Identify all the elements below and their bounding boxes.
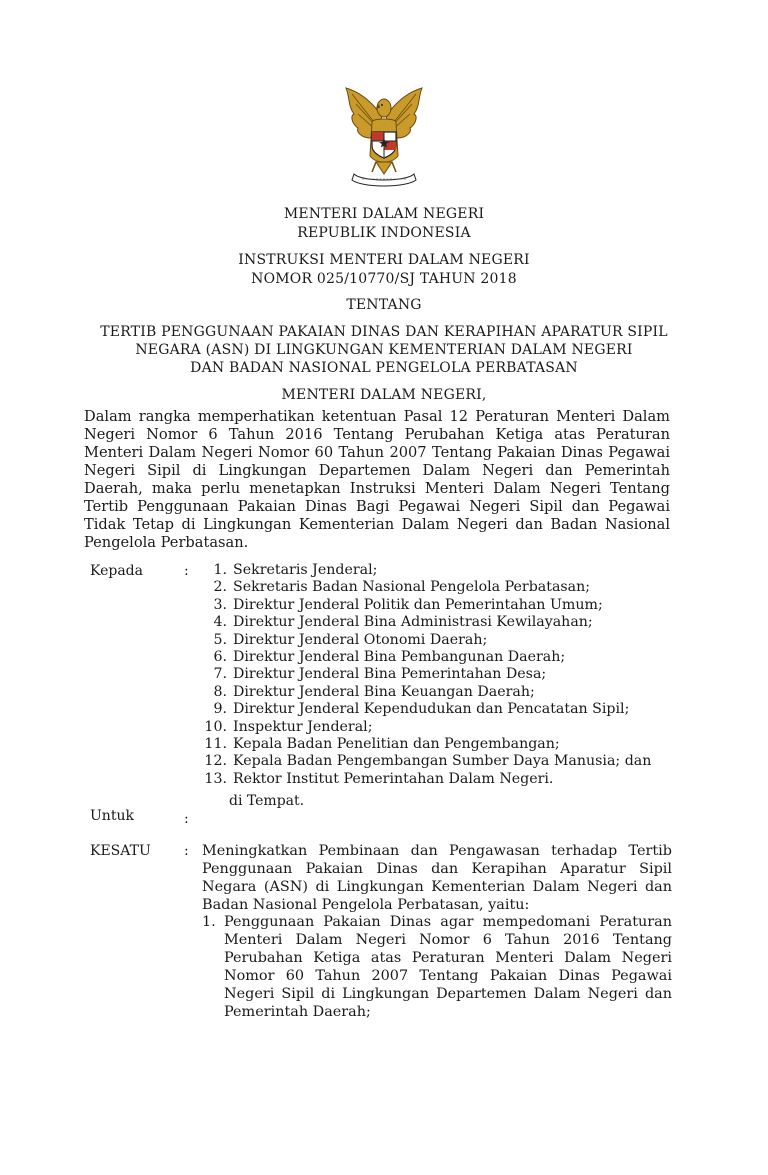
subject-line-3: DAN BADAN NASIONAL PENGELOLA PERBATASAN: [190, 360, 578, 376]
list-number: 9.: [213, 701, 227, 718]
list-item: [197, 597, 677, 614]
list-item: [197, 614, 677, 631]
kepada-colon: :: [184, 563, 189, 579]
list-text: Direktur Jenderal Bina Pembangunan Daerah;: [233, 649, 566, 666]
garuda-pancasila-icon: [332, 82, 436, 190]
kepada-label: Kepada: [90, 563, 143, 579]
list-item: [197, 562, 677, 579]
recipient-location: di Tempat.: [229, 793, 305, 809]
list-number: 13.: [204, 770, 227, 787]
list-item: [197, 753, 677, 770]
untuk-label: Untuk: [90, 808, 134, 824]
point-text: Penggunaan Pakaian Dinas agar mempedomani Peraturan Menteri Dalam Negeri Nomor 6 Tahun 2016 Tentang Perubahan Ketiga atas Peraturan Menteri Dalam Negeri Nomor 60 Tahun 2007 Tentang Pakaian Dinas Pegawai Negeri Sipil di Lingkungan Departemen Dalam Negeri dan Pemerintah Daerah;: [224, 914, 672, 1020]
untuk-colon: :: [184, 811, 189, 827]
list-number: 8.: [213, 683, 227, 700]
list-number: 6.: [213, 649, 227, 666]
list-number: 5.: [213, 631, 227, 648]
subject-line-1: TERTIB PENGGUNAAN PAKAIAN DINAS DAN KERAPIHAN APARATUR SIPIL: [100, 324, 668, 340]
list-number: 1.: [213, 562, 227, 578]
issuer-heading: MENTERI DALAM NEGERI,: [281, 387, 487, 403]
list-item: [197, 579, 677, 596]
list-number: 7.: [213, 666, 227, 683]
list-item: [197, 632, 677, 649]
instruction-number: NOMOR 025/10770/SJ TAHUN 2018: [251, 271, 517, 287]
list-text: Sekretaris Badan Nasional Pengelola Perbatasan;: [233, 579, 591, 596]
list-item: [197, 649, 677, 666]
list-number: 12.: [204, 753, 227, 770]
kesatu-label: KESATU: [90, 843, 151, 859]
list-number: 10.: [204, 718, 227, 735]
list-item: [197, 666, 677, 683]
list-text: Direktur Jenderal Politik dan Pemerintahan Umum;: [233, 596, 603, 613]
list-item: [197, 719, 677, 736]
list-number: 11.: [204, 736, 227, 753]
list-item: [197, 736, 677, 753]
intro-paragraph: Dalam rangka memperhatikan ketentuan Pasal 12 Peraturan Menteri Dalam Negeri Nomor 6 Tahun 2016 Tentang Perubahan Ketiga atas Peraturan Menteri Dalam Negeri Nomor 60 Tahun 2007 Tentang Pakaian Dinas Pegawai Negeri Sipil di Lingkungan Departemen Dalam Negeri dan Pemerintah Daerah, maka perlu menetapkan Instruksi Menteri Dalam Negeri Tentang Tertib Penggunaan Pakaian Dinas Bagi Pegawai Negeri Sipil dan Pegawai Tidak Tetap di Lingkungan Kementerian Dalam Negeri dan Badan Nasional Pengelola Perbatasan.: [84, 408, 670, 551]
list-text: Kepala Badan Penelitian dan Pengembangan;: [233, 736, 560, 753]
list-text: Direktur Jenderal Bina Keuangan Daerah;: [233, 683, 535, 700]
recipient-list: [197, 562, 677, 788]
list-number: 4.: [213, 614, 227, 631]
list-text: Direktur Jenderal Kependudukan dan Pencatatan Sipil;: [233, 701, 630, 718]
list-item: [197, 684, 677, 701]
list-text: Direktur Jenderal Bina Administrasi Kewilayahan;: [233, 614, 593, 631]
kesatu-text: Meningkatkan Pembinaan dan Pengawasan terhadap Tertib Penggunaan Pakaian Dinas dan Kerapihan Aparatur Sipil Negara (ASN) di Lingkungan Kementerian Dalam Negeri dan Badan Nasional Pengelola Perbatasan, yaitu:: [202, 843, 672, 913]
list-text: Kepala Badan Pengembangan Sumber Daya Manusia; dan: [233, 753, 652, 770]
list-text: Direktur Jenderal Otonomi Daerah;: [233, 631, 488, 648]
subject-line-2: NEGARA (ASN) DI LINGKUNGAN KEMENTERIAN DALAM NEGERI: [135, 342, 633, 358]
list-item: [197, 701, 677, 718]
list-number: 3.: [213, 596, 227, 613]
point-number: 1.: [202, 914, 216, 930]
list-text: Rektor Institut Pemerintahan Dalam Negeri.: [233, 770, 554, 787]
kesatu-colon: :: [184, 843, 189, 859]
about-heading: TENTANG: [346, 297, 422, 313]
list-number: 2.: [213, 579, 227, 596]
list-item: [197, 771, 677, 788]
list-text: Sekretaris Jenderal;: [233, 562, 378, 578]
list-text: Direktur Jenderal Bina Pemerintahan Desa;: [233, 666, 547, 683]
instruction-title: INSTRUKSI MENTERI DALAM NEGERI: [238, 252, 530, 268]
minister-title: MENTERI DALAM NEGERI: [283, 206, 485, 222]
country-name: REPUBLIK INDONESIA: [297, 225, 471, 241]
list-text: Inspektur Jenderal;: [233, 718, 373, 735]
